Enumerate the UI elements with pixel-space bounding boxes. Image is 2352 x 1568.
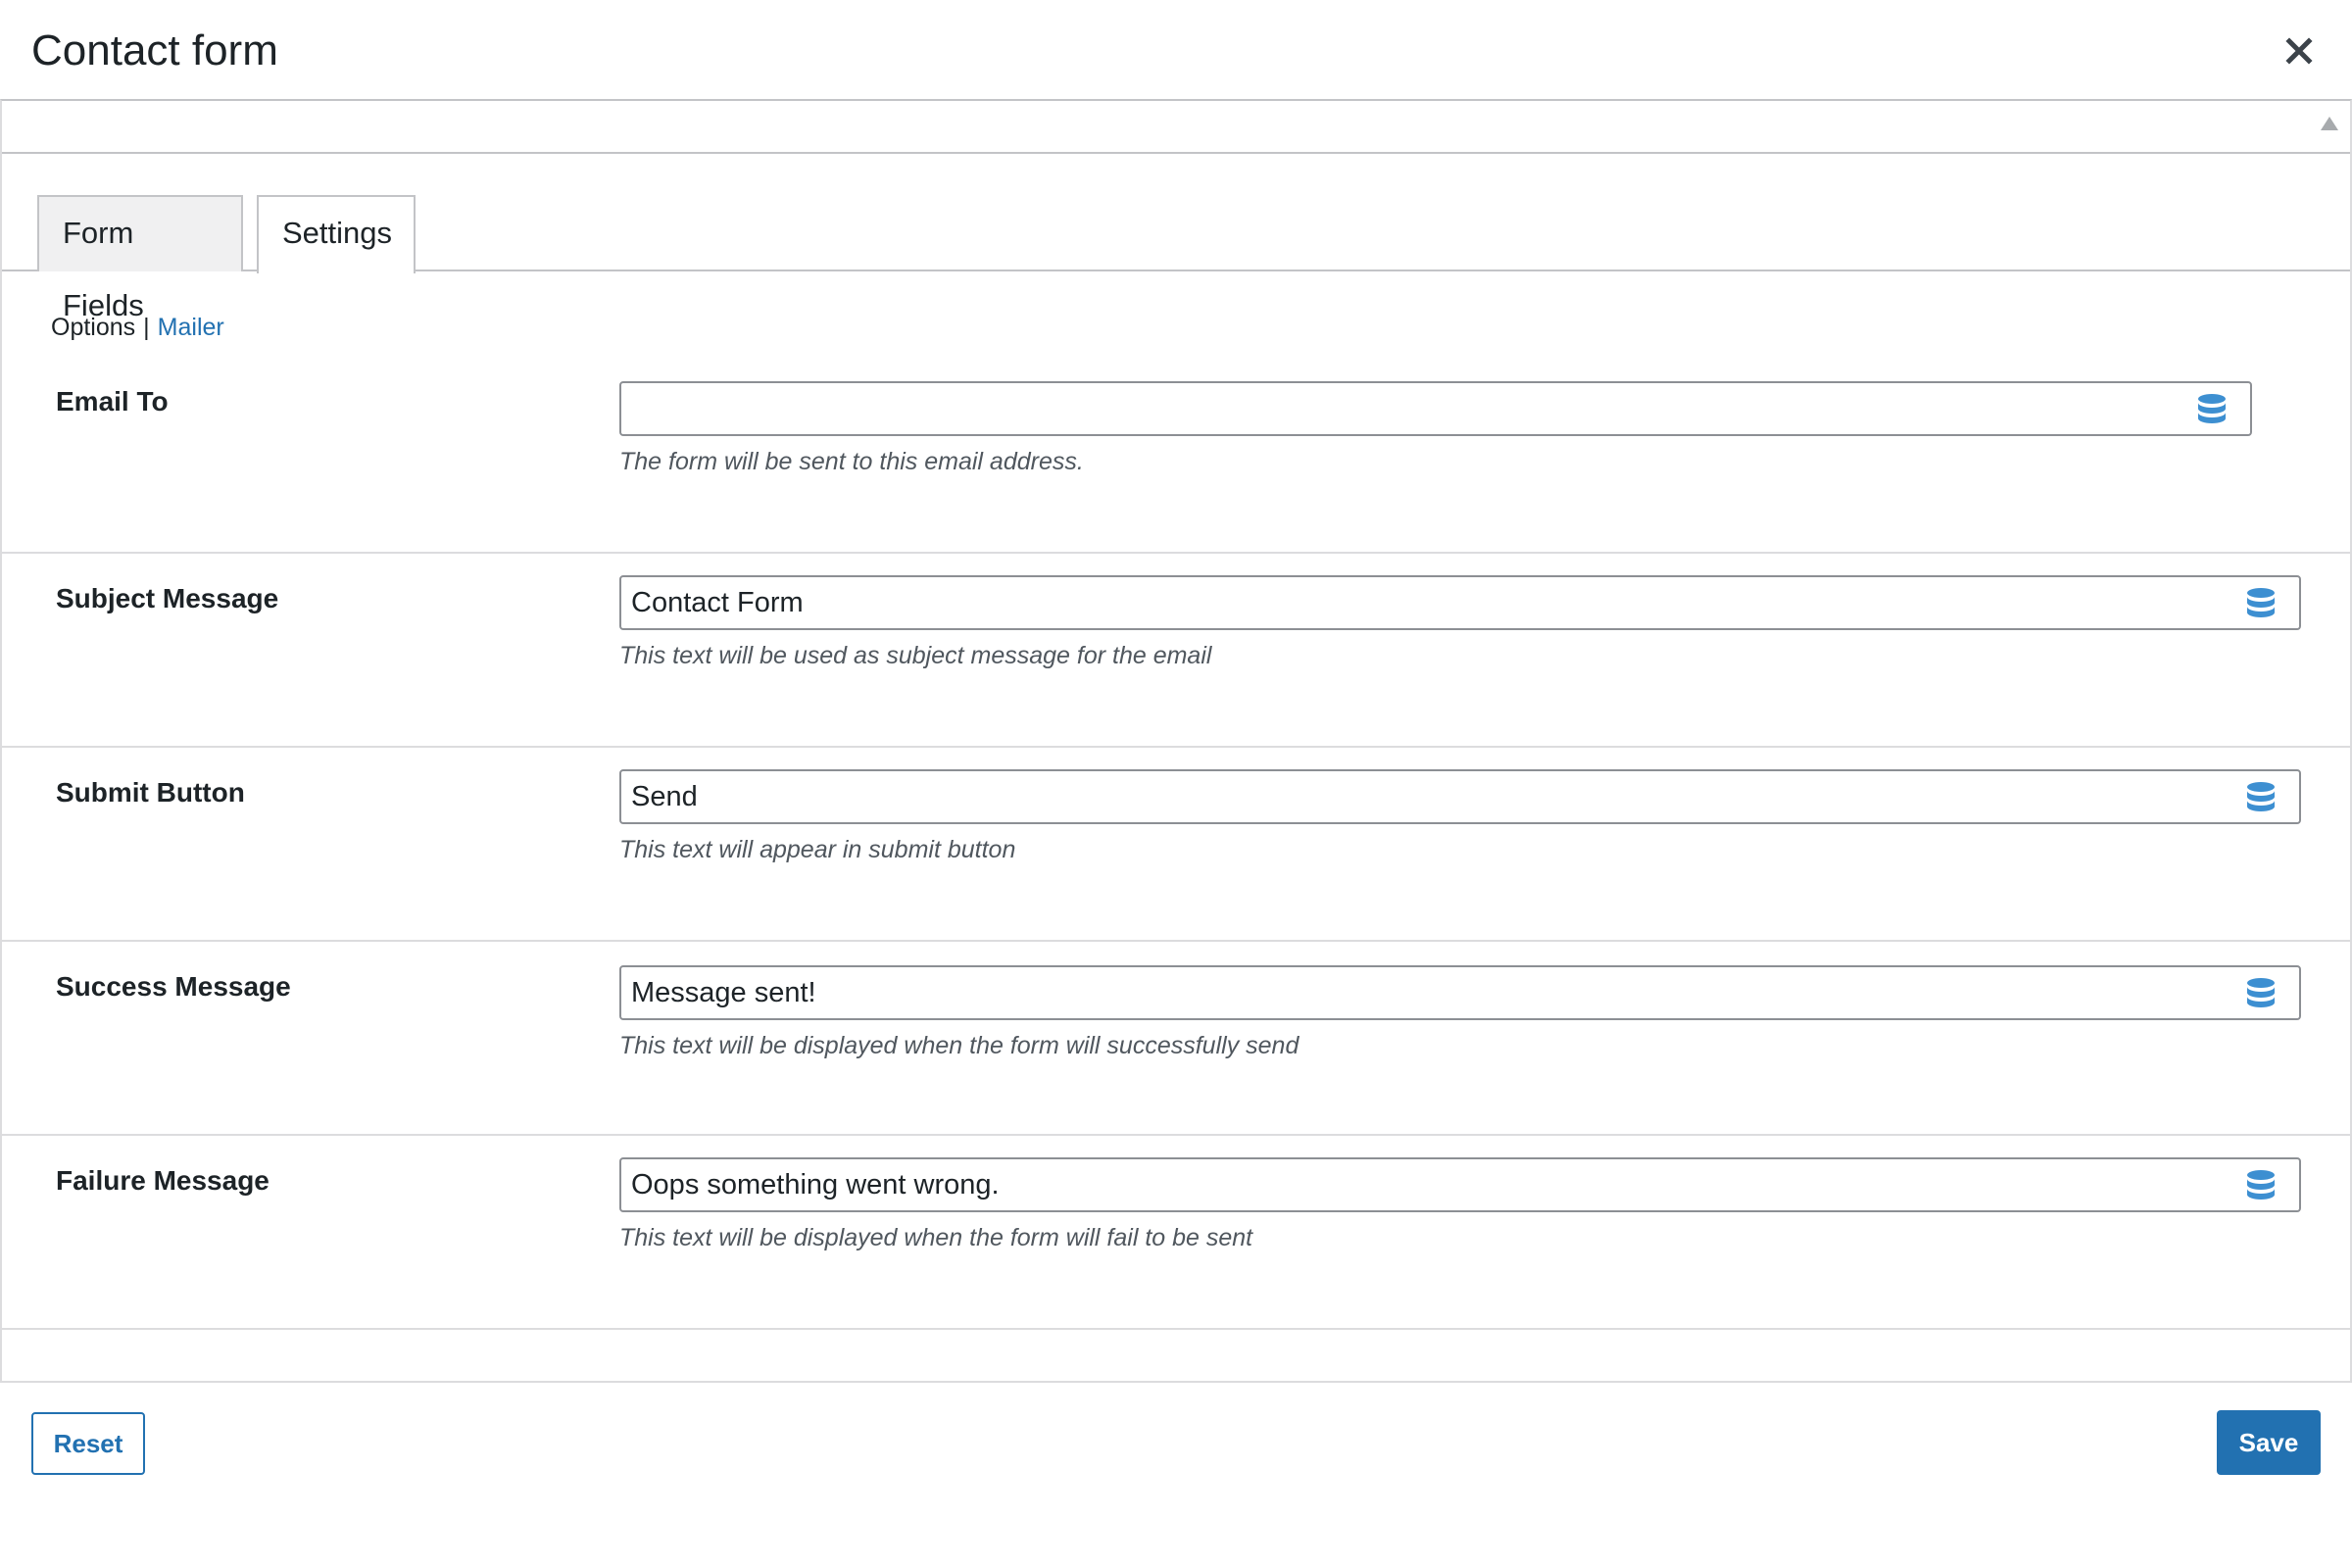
subnav-separator: | [143,314,150,341]
email-to-input[interactable] [621,383,2181,434]
subject-message-label: Subject Message [56,583,279,613]
subject-message-dynamic-data-button[interactable] [2244,587,2278,622]
database-icon [2195,393,2229,428]
subnav-mailer-link[interactable]: Mailer [157,314,224,341]
subject-message-input[interactable] [621,577,2230,628]
setting-row-email-to [2,360,2350,554]
subject-message-field [619,575,2301,630]
subnav-options: Options [51,314,136,341]
modal-title: Contact form [31,26,278,74]
database-icon [2244,587,2278,622]
setting-row-subject-message [2,554,2350,748]
close-icon [2278,29,2321,73]
save-button[interactable]: Save [2217,1410,2321,1475]
submit-button-input[interactable] [621,771,2230,822]
accordion-bar[interactable] [2,101,2350,154]
submit-button-help: This text will appear in submit button [619,836,1016,863]
email-to-field [619,381,2252,436]
modal-header [0,0,2352,100]
email-to-label: Email To [56,386,169,416]
tab-bar [2,154,2350,322]
failure-message-dynamic-data-button[interactable] [2244,1169,2278,1204]
reset-button[interactable]: Reset [31,1412,145,1475]
email-to-dynamic-data-button[interactable] [2195,393,2229,428]
submit-button-dynamic-data-button[interactable] [2244,781,2278,816]
database-icon [2244,781,2278,816]
setting-row-submit-button [2,748,2350,942]
settings-panel [0,99,2352,1383]
failure-message-field [619,1157,2301,1212]
failure-message-input[interactable] [621,1159,2230,1210]
failure-message-help: This text will be displayed when the form will fail to be sent [619,1224,1253,1251]
submit-button-field [619,769,2301,824]
settings-subnav [51,311,224,344]
setting-row-failure-message [2,1136,2350,1330]
success-message-input[interactable] [621,967,2230,1018]
close-button[interactable] [2278,29,2321,73]
success-message-field [619,965,2301,1020]
success-message-label: Success Message [56,971,291,1002]
triangle-up-icon[interactable] [2321,117,2338,130]
tab-form-fields[interactable]: Form Fields [37,195,243,271]
database-icon [2244,977,2278,1012]
setting-row-success-message [2,942,2350,1136]
submit-button-label: Submit Button [56,777,245,808]
email-to-help: The form will be sent to this email address. [619,448,1084,475]
success-message-help: This text will be displayed when the form will successfully send [619,1032,1299,1059]
settings-rows [2,360,2350,1330]
modal-footer [0,1383,2352,1568]
tab-settings[interactable]: Settings [257,195,416,273]
failure-message-label: Failure Message [56,1165,270,1196]
success-message-dynamic-data-button[interactable] [2244,977,2278,1012]
subject-message-help: This text will be used as subject message for the email [619,642,1212,669]
database-icon [2244,1169,2278,1204]
